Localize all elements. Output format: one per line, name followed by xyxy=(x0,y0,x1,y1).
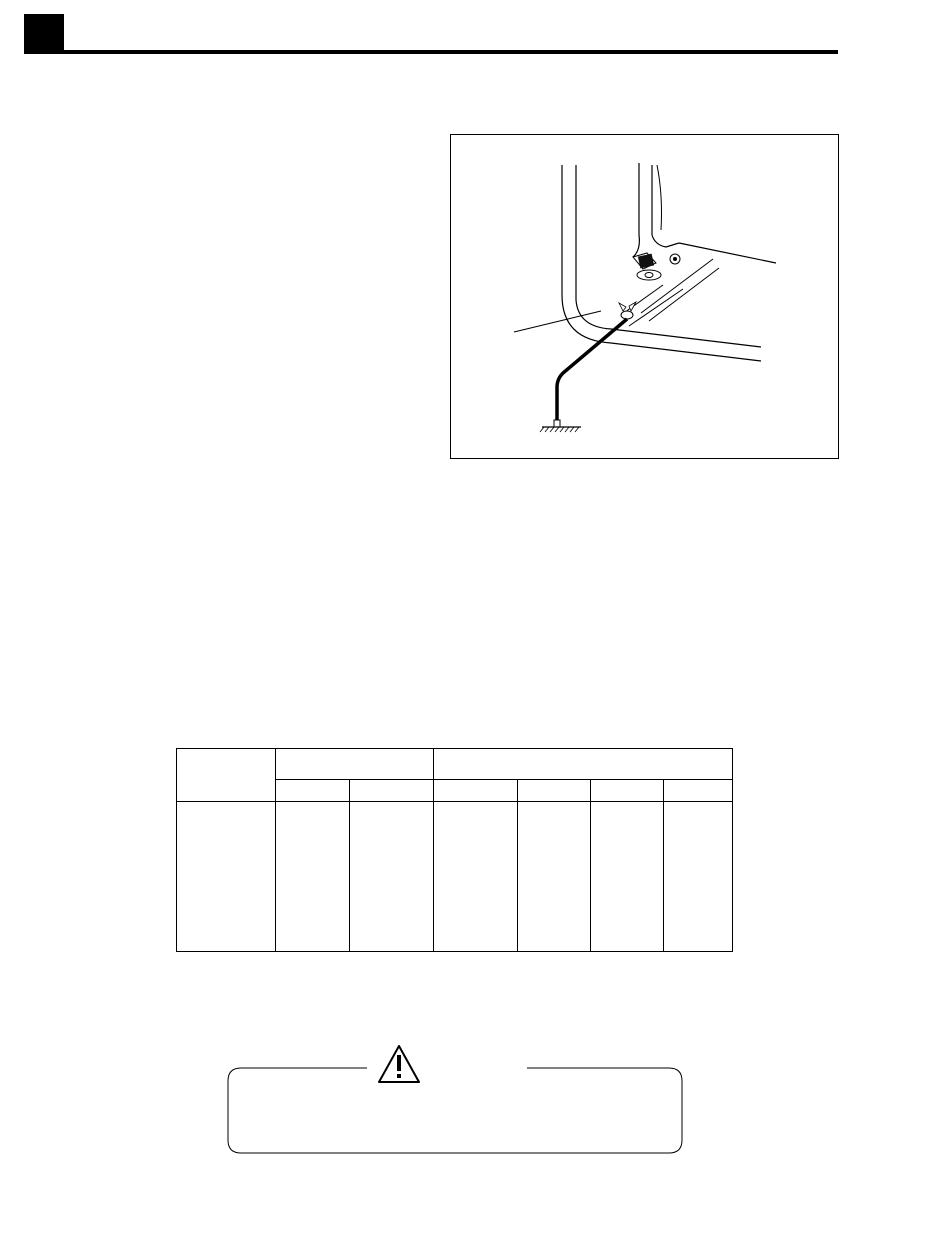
table-header-row xyxy=(177,749,733,780)
warning-triangle-icon xyxy=(379,1046,419,1082)
table-group-header-2 xyxy=(434,749,733,780)
table-cell xyxy=(664,802,733,952)
header-rule xyxy=(24,50,838,54)
table-subheader-cell xyxy=(276,780,350,802)
table-subheader-cell xyxy=(518,780,591,802)
table-subheader-cell xyxy=(434,780,518,802)
table-cell xyxy=(591,802,664,952)
table-row xyxy=(177,802,733,952)
table-group-header-1 xyxy=(276,749,434,780)
table-subheader-cell xyxy=(664,780,733,802)
table-cell xyxy=(518,802,591,952)
table-subheader-cell xyxy=(350,780,434,802)
ground-symbol-icon xyxy=(540,420,581,432)
caution-box xyxy=(227,1040,683,1154)
specification-table xyxy=(176,748,733,952)
grounding-diagram xyxy=(451,135,840,460)
grounding-illustration xyxy=(450,134,839,459)
table-cell xyxy=(276,802,350,952)
table-cell xyxy=(434,802,518,952)
table-cell xyxy=(177,802,276,952)
page-section-tab xyxy=(24,14,64,54)
table-row-header-cell xyxy=(177,749,276,802)
table-cell xyxy=(350,802,434,952)
table-subheader-cell xyxy=(591,780,664,802)
